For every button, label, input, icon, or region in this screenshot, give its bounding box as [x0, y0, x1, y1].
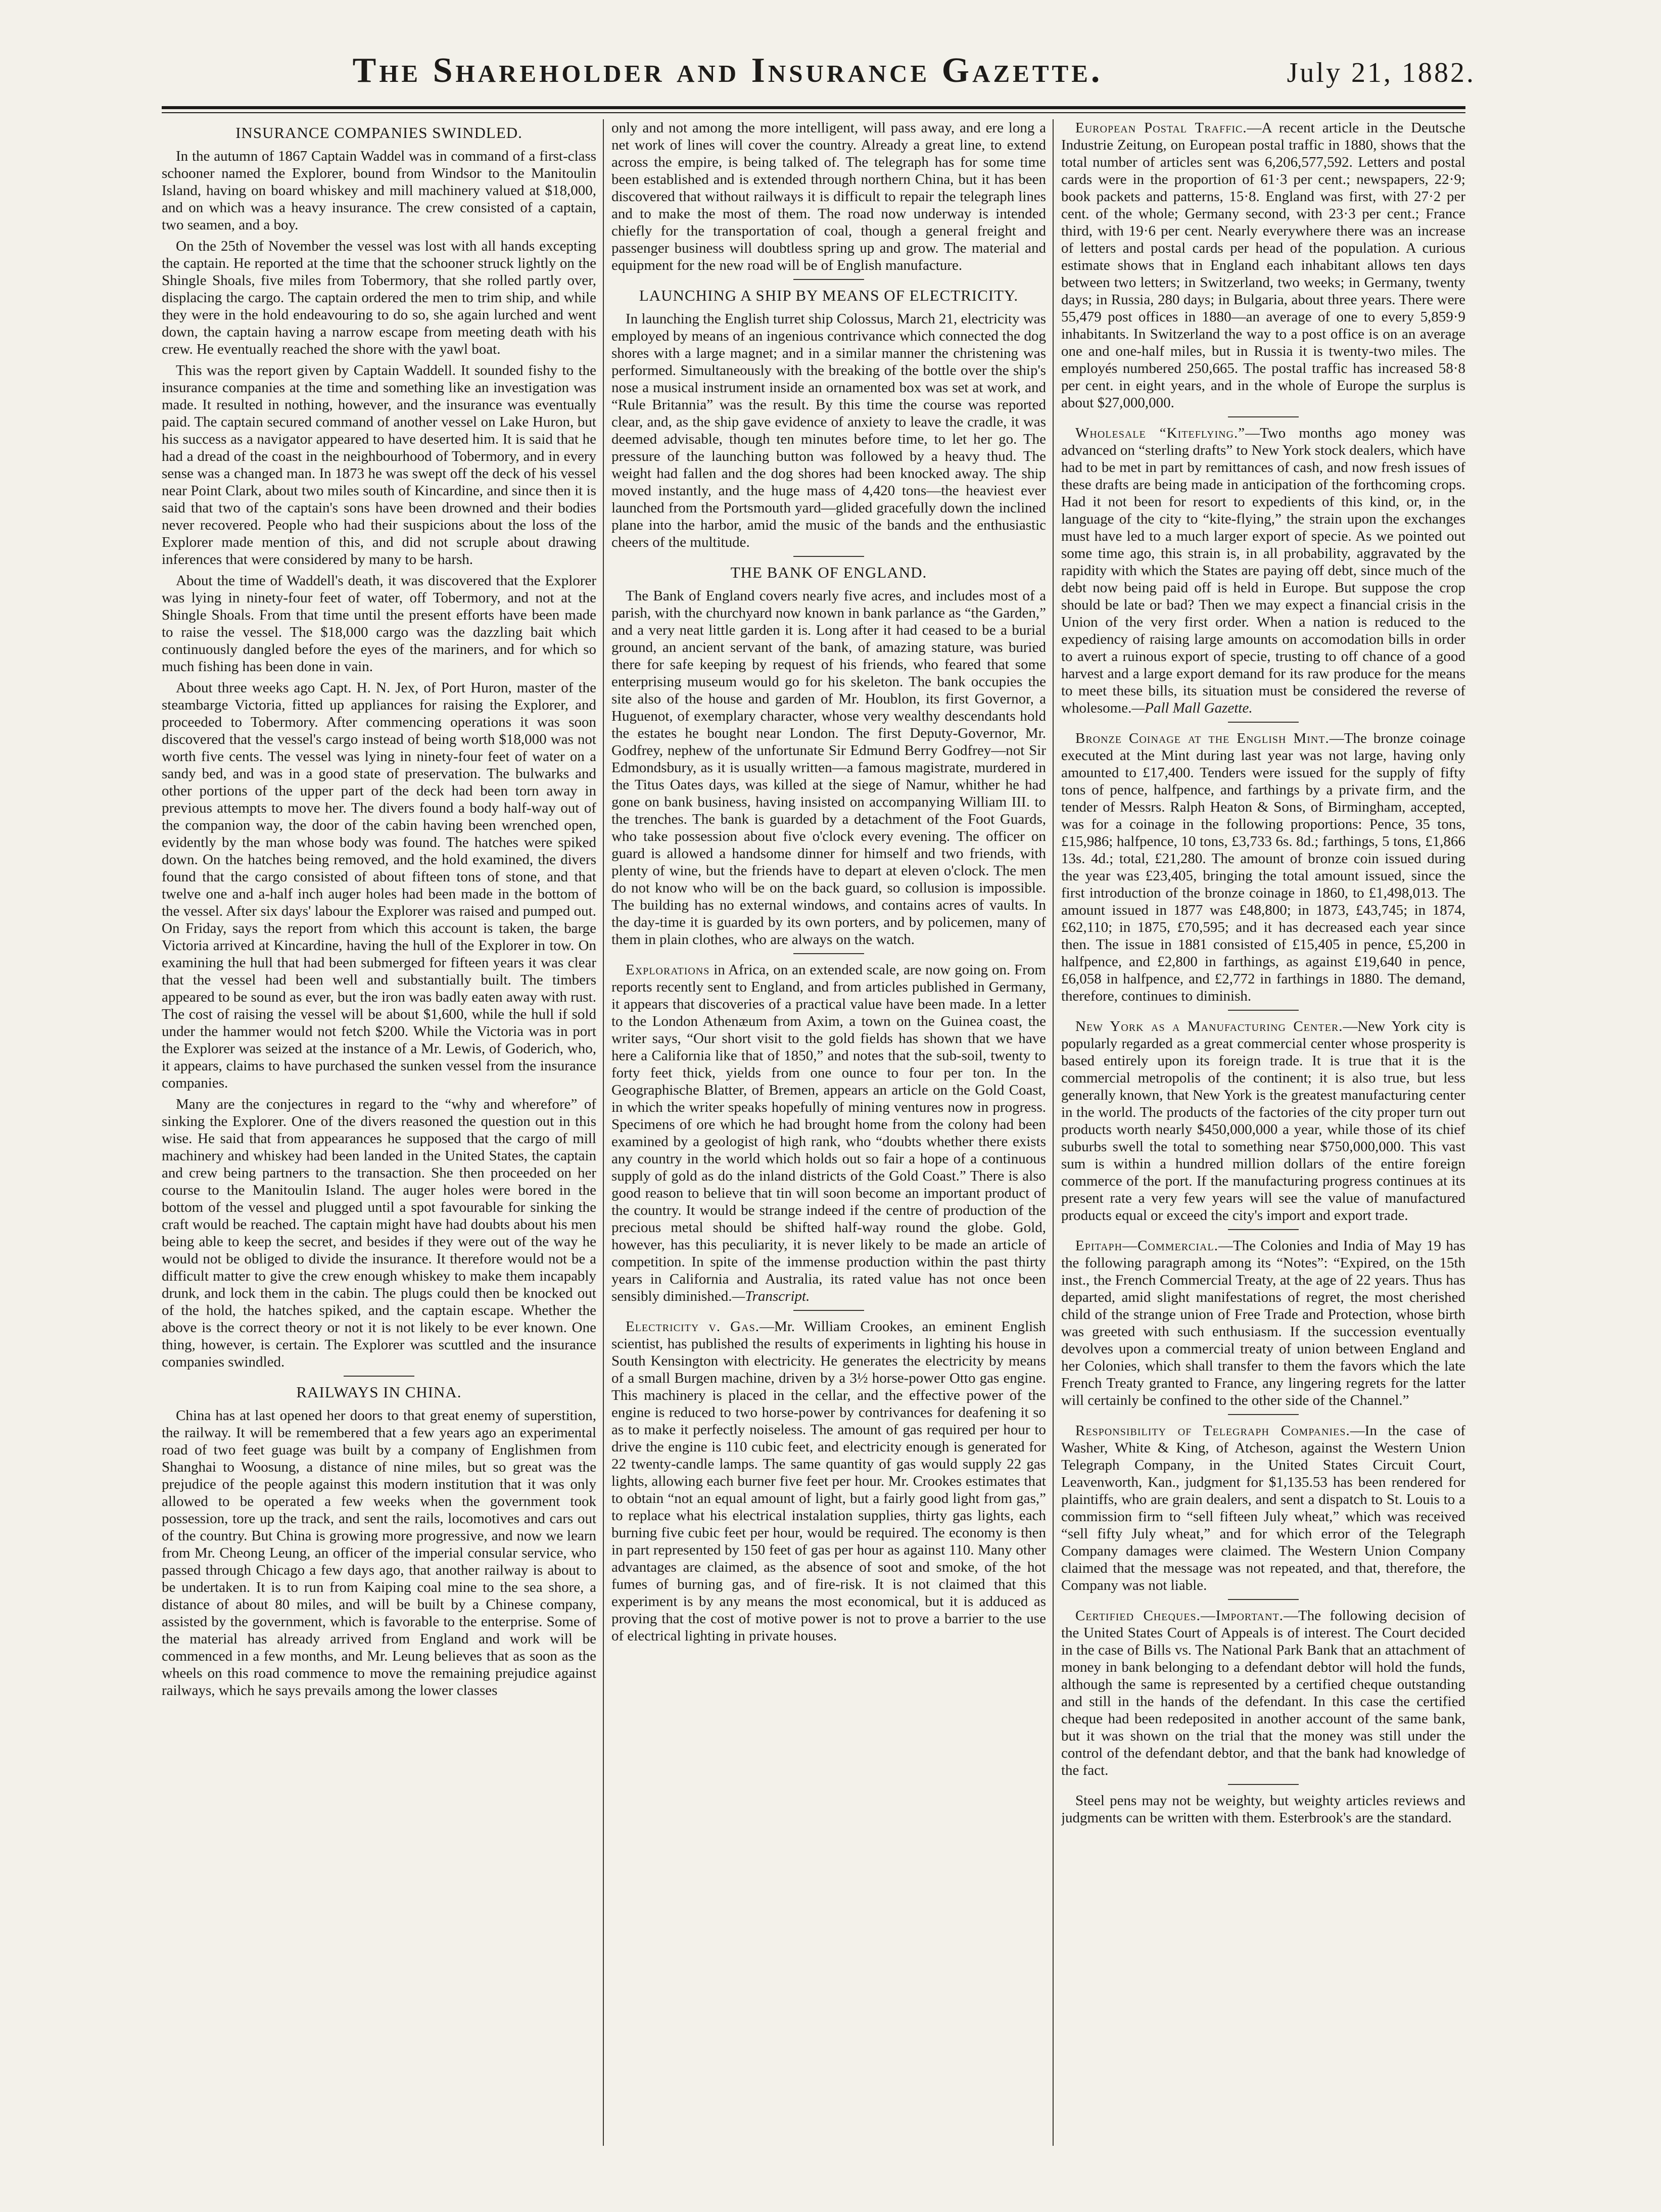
section-rule [793, 1310, 864, 1311]
section-rule [1228, 1010, 1299, 1011]
article-heading: INSURANCE COMPANIES SWINDLED. [235, 124, 523, 142]
masthead-rule-thin [162, 112, 1465, 113]
column-divider [1053, 119, 1054, 2146]
paragraph-lead: Electricity v. Gas. [626, 1319, 760, 1335]
article-heading: LAUNCHING A SHIP BY MEANS OF ELECTRICITY. [639, 287, 1019, 304]
issue-date: July 21, 1882. [1287, 57, 1476, 88]
column-divider [603, 119, 604, 2146]
section-rule [344, 1376, 414, 1377]
section-rule [1228, 722, 1299, 723]
article-paragraph [1061, 1018, 1465, 1224]
article-credit: —Pall Mall Gazette. [1131, 700, 1253, 716]
article-paragraph [1061, 119, 1465, 411]
paragraph-lead: Bronze Coinage at the English Mint. [1075, 730, 1330, 746]
paragraph-lead: New York as a Manufacturing Center. [1075, 1018, 1343, 1034]
section-rule [793, 279, 864, 280]
paragraph-body: —The Colonies and India of May 19 has the following paragraph among its “Notes”: “Expired, on the 15th inst., the French Commercial Treaty, at the age of 22 years. Thus has departed, amid slight manifestations of regret, the most cherished child of the strange union of Free Trade and Protection, whose birth was greeted with such enthusiasm. If the succession eventually devolves upon a commercial treaty of union between England and her Colonies, which shall transfer to them the favors which the late French Treaty granted to France, any lingering regrets for the latter will certainly be confined to the other side of the Channel.” [1061, 1238, 1465, 1408]
paragraph-lead: Wholesale “Kiteflying.” [1075, 425, 1246, 441]
article-paragraph: In launching the English turret ship Colossus, March 21, electricity was employed by means of an ingenious contrivance which connected the dog shores with a large magnet; and in a similar manner the christening was performed. Simultaneously with the breaking of the bottle over the ship's nose a musical instrument inside an ornamented box was set at work, and “Rule Britannia” was the result. By this time the course was reported clear, and, as the ship gave evidence of anxiety to leave the cradle, it was deemed advisable, though ten minutes before time, to let her go. The pressure of the launching button was followed by a heavy thud. The weight had fallen and the dog shores had been knocked away. The ship moved instantly, and the huge mass of 4,420 tons—the heaviest ever launched from the Portsmouth yard—glided gracefully down the inclined plane into the harbor, amid the music of the bands and the enthusiastic cheers of the multitude. [611, 311, 1046, 550]
article-paragraph: About three weeks ago Capt. H. N. Jex, of Port Huron, master of the steambarge Victoria, fitted up appliances for raising the Explorer, and proceeded to Tobermory. After commencing operations it was soon discovered that the vessel's cargo instead of being worth $18,000 was not worth five cents. The vessel was lying in ninety-four feet of water on a sandy bed, and was in a good state of preservation. The bulwarks and other portions of the upper part of the deck had been torn away in previous attempts to move her. The divers found a body half-way out of the companion way, the door of the cabin having been wrenched open, evidently by the man whose body was found. The hatches were spiked down. On the hatches being removed, and the hold examined, the divers found that the cargo consisted of about fifteen tons of stone, and that twelve one and a-half inch auger holes had been made in the bottom of the vessel. After six days' labour the Explorer was raised and pumped out. On Friday, says the report from which this account is taken, the barge Victoria arrived at Kincardine, having the hull of the Explorer in tow. On examining the hull that had been submerged for fifteen years it was clear that the vessel had been well and substantially built. The timbers appeared to be sound as ever, but the iron was badly eaten away with rust. The cost of raising the vessel will be about $1,600, while the hull if sold under the hammer would not fetch $200. While the Victoria was in port the Explorer was seized at the instance of a Mr. Lewis, of Goderich, who, it appears, claims to have purchased the sunken vessel from the insurance companies. [162, 680, 596, 1091]
paragraph-body: —New York city is popularly regarded as a great commercial center whose prosperity is based entirely upon its foreign trade. It is true that it is the commercial metropolis of the continent; it is also true, but less generally known, that New York is the greatest manufacturing center in the world. The products of the factories of the city proper turn out products worth nearly $450,000,000 a year, while those of its chief suburbs swell the total to something near $750,000,000. This vast sum is within a hundred million dollars of the entire foreign commerce of the port. If the manufacturing progress continues at its present rate a very few years will see the value of manufactured products equal or exceed the city's import and export trade. [1061, 1018, 1465, 1223]
paragraph-body: —A recent article in the Deutsche Industrie Zeitung, on European postal traffic in 1880, shows that the total number of articles sent was 6,206,577,592. Letters and postal cards were in the proportion of 61·3 per cent.; newspapers, 22·9; book packets and patterns, 15·8. England was first, with 27·2 per cent. of the whole; Germany second, with 23·3 per cent.; France third, with 19·6 per cent. Nearly everywhere there was an increase of letters and postal cards per head of the population. A curious estimate shows that in England each inhabitant allows ten days between two letters; in Switzerland, two weeks; in Germany, twenty days; in Russia, 280 days; in Bulgaria, about three years. There were 55,479 post offices in 1880—an average of one to every 5,859·9 inhabitants. In Switzerland the way to a post office is on an average one and one-half miles, but in Russia it is twenty-two miles. The employés numbered 250,665. The postal traffic has increased 58·8 per cent. in eight years, and in the whole of Europe the surplus is about $27,000,000. [1061, 120, 1465, 411]
article-paragraph [1061, 1607, 1465, 1779]
article-paragraph [1061, 425, 1465, 717]
paragraph-body: —The bronze coinage executed at the Mint during last year was not large, having only amounted to £17,400. Tenders were issued for the supply of fifty tons of pence, halfpence, and farthings by a private firm, and the tender of Messrs. Ralph Heaton & Sons, of Birmingham, accepted, was for a coinage in the following proportions: Pence, 35 tons, £15,986; halfpence, 10 tons, £3,733 6s. 8d.; farthings, 5 tons, £1,866 13s. 4d.; total, £21,280. The amount of bronze coin issued during the year was £23,405, bringing the total amount issued, since the first introduction of the bronze coinage in 1860, to £1,498,013. The amount issued in 1877 was £48,800; in 1873, £43,745; in 1874, £62,110; in 1875, £70,595; and it has decreased each year since then. The issue in 1881 consisted of £15,405 in pence, £5,200 in halfpence, and £2,800 in farthings, as against £19,640 in pence, £6,058 in halfpence, and £2,772 in farthings in 1880. The demand, therefore, continues to diminish. [1061, 730, 1465, 1004]
paragraph-body: in Africa, on an extended scale, are now going on. From reports recently sent to England, and from articles published in Germany, it appears that discoveries of a practical value have been made. In a letter to the London Athenæum from Axim, a town on the Guinea coast, the writer says, “Our short visit to the gold fields has shown that we have here a California like that of 1850,” and notes that the sub-soil, twenty to forty feet thick, yields from one ounce to four per ton. In the Geographische Blatter, of Bremen, appears an article on the Gold Coast, in which the writer speaks hopefully of mining ventures now in progress. Specimens of ore which he had brought home from the colony had been examined by a geologist of high rank, who “doubts whether there exists any country in the world which holds out so fair a hope of a continuous supply of gold as do the inland districts of the Gold Coast.” There is also good reason to believe that tin will soon become an important product of the country. It would be strange indeed if the centre of production of the precious metal should be shifted half-way round the globe. Gold, however, has this peculiarity, it is never likely to be made an article of competition. In spite of the immense production within the past thirty years in California and Australia, its rated value has not once been sensibly diminished. [611, 962, 1046, 1304]
section-rule [1228, 1229, 1299, 1230]
article-paragraph: About the time of Waddell's death, it was discovered that the Explorer was lying in ninety-four feet of water, off Tobermory, and not at the Shingle Shoals. From that time until the present efforts have been made to raise the vessel. The $18,000 cargo was the dazzling bait which continuously dangled before the eyes of the mariners, and for which so much fishing has been done in vain. [162, 573, 596, 675]
paragraph-lead: Certified Cheques.—Important. [1075, 1608, 1284, 1624]
section-rule [1228, 1784, 1299, 1785]
paragraph-lead: Explorations [626, 962, 710, 978]
section-rule [793, 556, 864, 557]
paragraph-body: —In the case of Washer, White & King, of Atcheson, against the Western Union Telegraph Company, in the United States Circuit Court, Leavenworth, Kan., judgment for $1,135.53 has been rendered for plaintiffs, who are grain dealers, and sent a dispatch to St. Louis to a commission firm to “sell fifteen July wheat,” which was received “sell fifty July wheat,” and for which error of the Telegraph Company damages were claimed. The Western Union Company claimed that the message was not repeated, and that, therefore, the Company was not liable. [1061, 1423, 1465, 1593]
masthead [152, 51, 1476, 106]
section-rule [793, 953, 864, 954]
paragraph-lead: Responsibility of Telegraph Companies. [1075, 1423, 1350, 1439]
article-credit: —Transcript. [732, 1288, 810, 1304]
section-rule [1228, 1599, 1299, 1600]
article-paragraph: Steel pens may not be weighty, but weighty articles reviews and judgments can be written with them. Esterbrook's are the standard. [1061, 1793, 1465, 1826]
article-paragraph: In the autumn of 1867 Captain Waddel was in command of a first-class schooner named the Explorer, bound from Windsor to the Manitoulin Island, having on board whiskey and mill machinery valued at $18,000, and on which was a heavy insurance. The crew consisted of a captain, two seamen, and a boy. [162, 148, 596, 233]
section-rule [1228, 416, 1299, 417]
paragraph-body: —Two months ago money was advanced on “sterling drafts” to New York stock dealers, which have had to be met in part by remittances of cash, and now fresh issues of these drafts are being made in anticipation of the forthcoming crops. Had it not been for resort to expedients of this kind, or, in the language of the city to “kite-flying,” the strain upon the exchanges must have led to a much larger export of specie. As we pointed out some time ago, this strain is, in all probability, aggravated by the rapidity with which the States are paying off debt, since much of the debt now being paid off is held in Europe. But suppose the crop should be late or bad? Then we may expect a financial crisis in the Union of the very first order. When a nation is reduced to the expediency of raising large amounts on accomodation bills in order to avert a ruinous export of specie, trusting to off chance of a good harvest and a large export demand for its raw produce for the means to meet these bills, its situation must be considered the reverse of wholesome. [1061, 425, 1465, 716]
article-paragraph [1061, 1422, 1465, 1594]
article-paragraph: The Bank of England covers nearly five acres, and includes most of a parish, with the churchyard now known in bank parlance as “the Garden,” and a very neat little garden it is. Long after it had ceased to be a burial ground, an ancient servant of the bank, of amazing stature, was buried there for safe keeping by request of his friends, who feared that some enterprising museum would go for his skeleton. The bank occupies the site also of the house and garden of Mr. Houblon, its first Governor, a Huguenot, of exemplary character, whose very wealthy descendants hold the estates he bought near London. The first Deputy-Governor, Mr. Godfrey, nephew of the unfortunate Sir Edmund Berry Godfrey—not Sir Edmondsbury, as it is usually written—a famous magistrate, murdered in the Titus Oates days, was killed at the siege of Namur, whither he had gone on bank business, having insisted on accompanying William III. to the trenches. The bank is guarded by a detachment of the Foot Guards, who take possession about five o'clock every evening. The officer on guard is allowed a handsome dinner for himself and two friends, with plenty of wine, but the friends have to depart at eleven o'clock. The men do not know who will be on the back guard, so collusion is impossible. The building has no external windows, and contains acres of vaults. In the day-time it is guarded by its own porters, and by policemen, many of them in plain clothes, who are always on the watch. [611, 588, 1046, 948]
paragraph-body: —The following decision of the United States Court of Appeals is of interest. The Court decided in the case of Bills vs. The National Park Bank that an attachment of money in bank belonging to a defendant debtor will hold the funds, although the same is represented by a certified cheque outstanding and still in the hands of the defendant. In this case the certified cheque had been redeposited in another account of the same bank, but it was shown on the trial that the money was still under the control of the defendant debtor, and that the bank had knowledge of the fact. [1061, 1608, 1465, 1778]
article-paragraph: only and not among the more intelligent, will pass away, and ere long a net work of lines will cover the country. Already a great line, to extend across the empire, is being talked of. The telegraph has for some time been established and is extended through northern China, but it has been discovered that without railways it is difficult to repair the telegraph lines and to make the most of them. The road now underway is intended chiefly for the transportation of coal, though a general freight and passenger business will doubtless spring up and grow. The material and equipment for the new road will be of English manufacture. [611, 120, 1046, 273]
section-rule [1228, 1414, 1299, 1415]
article-paragraph [1061, 730, 1465, 1005]
paragraph-body: —Mr. William Crookes, an eminent English scientist, has published the results of experiments in lighting his house in South Kensington with electricity. He generates the electricity by means of a small Burgen machine, driven by a 3½ horse-power Otto gas engine. This machinery is placed in the cellar, and the effective power of the engine is reduced to two horse-power by contrivances for deafening it so as to make it perfectly noiseless. The amount of gas required per hour to drive the engine is 110 cubic feet, and electricity enough is generated for 22 twenty-candle lamps. The same quantity of gas would supply 22 gas lights, allowing each burner five feet per hour. Mr. Crookes estimates that to obtain “not an equal amount of light, but a fairly good light from gas,” to replace what his electrical instalation supplies, thirty gas lights, each burning five cubic feet per hour, would be required. The economy is then in part represented by 150 feet of gas per hour as against 110. Many other advantages are claimed, as the absence of soot and smoke, of the hot fumes of burning gas, and of fire-risk. It is not claimed that this experiment is by any means the most economical, but it is adduced as proving that the cost of motive power is not to prove a barrier to the use of electrical lighting in private houses. [611, 1319, 1046, 1644]
article-paragraph: Many are the conjectures in regard to the “why and wherefore” of sinking the Explorer. One of the divers reasoned the question out in this wise. He said that from appearances he supposed that the cargo of mill machinery and whiskey had been landed in the United States, the captain and crew being partners to the transaction. She then proceeded on her course to the Manitoulin Island. The auger holes were bored in the bottom of the vessel and plugged until a spot favourable for sinking the craft would be reached. The captain might have had doubts about his men being able to keep the secret, and besides if they were out of the way he would not be obliged to divide the insurance. It therefore would not be a difficult matter to give the crew enough whiskey to make them incapably drunk, and lock them in the cabin. The plugs could then be knocked out of the hold, the hatches spiked, and the captain escape. Whether the above is the correct theory or not it is not likely to be ever known. One thing, however, is certain. The Explorer was scuttled and the insurance companies swindled. [162, 1096, 596, 1370]
article-paragraph: On the 25th of November the vessel was lost with all hands excepting the captain. He reported at the time that the schooner struck lightly on the Shingle Shoals, five miles from Tobermory, that she rolled partly over, displacing the cargo. The captain ordered the men to trim ship, and while they were in the hold endeavouring to do so, she again lurched and went down, the captain having a narrow escape from meeting death with his crew. He eventually reached the shore with the yawl boat. [162, 238, 596, 357]
paragraph-lead: European Postal Traffic. [1075, 120, 1247, 136]
article-paragraph [611, 961, 1046, 1305]
article-paragraph: China has at last opened her doors to that great enemy of superstition, the railway. It will be remembered that a few years ago an experimental road of two feet guage was built by a company of Englishmen from Shanghai to Woosung, a distance of nine miles, but so great was the prejudice of the people against this modern institution that it was only allowed to be operated a few weeks when the government took possession, tore up the track, and sent the rails, locomotives and cars out of the country. But China is growing more progressive, and now we learn from Mr. Cheong Leung, an officer of the imperial consular service, who passed through Chicago a few days ago, that another railway is about to be undertaken. It is to run from Kaiping coal mine to the sea shore, a distance of about 80 miles, and will be built by a Chinese company, assisted by the government, which is favorable to the enterprise. Some of the material has already arrived from England and work will be commenced in a few months, and Mr. Leung believes that as soon as the wheels on this road commence to move the remaining prejudice against railways, which he says prevails among the lower classes [162, 1407, 596, 1699]
column-3 [1061, 119, 1465, 2171]
article-heading: THE BANK OF ENGLAND. [730, 563, 927, 581]
masthead-title: The Shareholder and Insurance Gazette. [352, 51, 1103, 90]
masthead-rule [162, 106, 1465, 109]
article-paragraph [1061, 1237, 1465, 1409]
column-1 [162, 119, 596, 2171]
article-paragraph [611, 1318, 1046, 1644]
column-2 [611, 119, 1046, 2171]
paragraph-lead: Epitaph—Commercial. [1075, 1238, 1218, 1254]
article-heading: RAILWAYS IN CHINA. [296, 1383, 462, 1401]
article-paragraph: This was the report given by Captain Waddell. It sounded fishy to the insurance companies at the time and something like an investigation was made. It resulted in nothing, however, and the insurance was eventually paid. The captain secured command of another vessel on Lake Huron, but his success as a navigator appeared to have deserted him. It is said that he had a dread of the coast in the neighbourhood of Tobermory, and in every sense was a changed man. In 1873 he was swept off the deck of his vessel near Point Clark, about two miles south of Kincardine, and since then it is said that two of the captain's sons have been drowned and their bodies never recovered. People who had their suspicions about the loss of the Explorer made mention of this, and did not scruple about drawing inferences that were considered by many to be harsh. [162, 362, 596, 568]
